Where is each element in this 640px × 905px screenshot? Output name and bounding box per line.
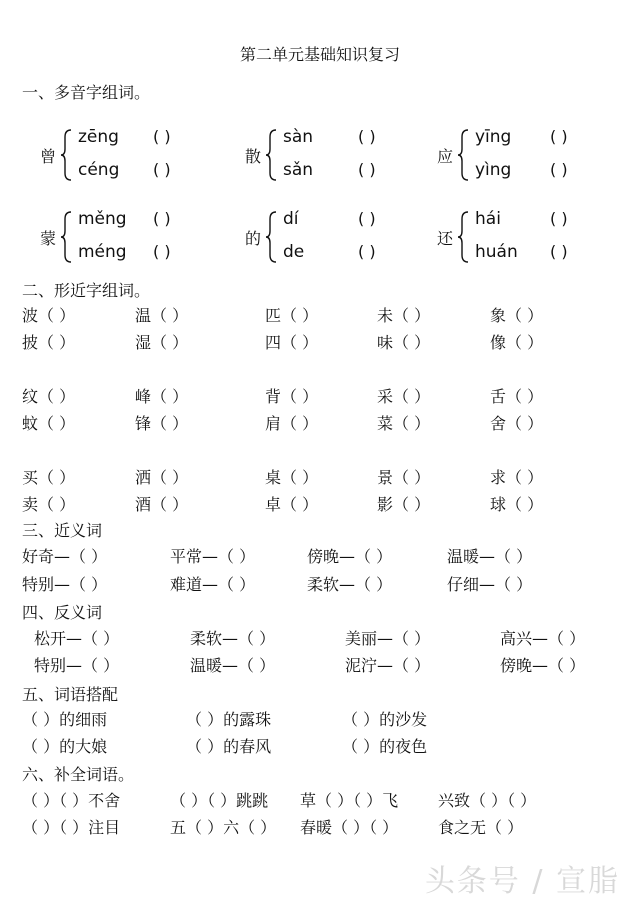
similar-char-item: 肩（ ） [265,414,319,433]
answer-blank: ( ) [153,209,171,228]
similar-char-item: 求（ ） [490,468,544,487]
similar-char-item: 四（ ） [265,333,319,352]
antonym-item: 美丽—（ ） [345,629,431,648]
brace-icon [60,129,72,181]
collocation-item: （ ）的春风 [186,737,272,756]
section-heading-collocations: 五、词语搭配 [22,685,119,704]
collocation-item: （ ）的细雨 [22,710,108,729]
pinyin-reading: hái [475,209,501,229]
answer-blank: ( ) [358,127,376,146]
polyphone-char: 应 [437,147,454,166]
page-title: 第二单元基础知识复习 [239,45,400,64]
synonym-item: 柔软—（ ） [307,575,393,594]
section-heading-antonyms: 四、反义词 [22,603,103,622]
antonym-item: 温暖—（ ） [190,656,276,675]
similar-char-item: 像（ ） [490,333,544,352]
section-heading-synonyms: 三、近义词 [22,521,103,540]
polyphone-char: 蒙 [40,229,57,248]
antonym-item: 柔软—（ ） [190,629,276,648]
answer-blank: ( ) [550,242,568,261]
polyphone-char: 散 [245,147,262,166]
synonym-item: 温暖—（ ） [447,547,533,566]
collocation-item: （ ）的夜色 [342,737,428,756]
antonym-item: 傍晚—（ ） [500,656,586,675]
similar-char-item: 舌（ ） [490,387,544,406]
answer-blank: ( ) [550,127,568,146]
brace-icon [457,211,469,263]
similar-char-item: 采（ ） [377,387,431,406]
similar-char-item: 象（ ） [490,306,544,325]
similar-char-item: 洒（ ） [135,468,189,487]
similar-char-item: 影（ ） [377,495,431,514]
watermark: 头条号 / 宣脂 [424,864,620,899]
idiom-item: 兴致（ ）（ ） [438,791,537,810]
similar-char-item: 桌（ ） [265,468,319,487]
pinyin-reading: méng [78,242,127,262]
polyphone-char: 还 [437,229,454,248]
similar-char-item: 未（ ） [377,306,431,325]
answer-blank: ( ) [153,160,171,179]
section-heading-idioms: 六、补全词语。 [22,765,135,784]
similar-char-item: 味（ ） [377,333,431,352]
brace-icon [265,211,277,263]
similar-char-item: 波（ ） [22,306,76,325]
similar-char-item: 菜（ ） [377,414,431,433]
similar-char-item: 卖（ ） [22,495,76,514]
answer-blank: ( ) [550,209,568,228]
idiom-item: 草（ ）（ ）飞 [300,791,399,810]
collocation-item: （ ）的沙发 [342,710,428,729]
idiom-item: （ ）（ ）不舍 [22,791,121,810]
section-heading-polyphones: 一、多音字组词。 [22,83,151,102]
pinyin-reading: yīng [475,127,512,147]
antonym-item: 泥泞—（ ） [345,656,431,675]
answer-blank: ( ) [358,160,376,179]
pinyin-reading: měng [78,209,127,229]
pinyin-reading: yìng [475,160,512,180]
pinyin-reading: de [283,242,305,262]
synonym-item: 平常—（ ） [170,547,256,566]
similar-char-item: 峰（ ） [135,387,189,406]
brace-icon [457,129,469,181]
similar-char-item: 买（ ） [22,468,76,487]
similar-char-item: 景（ ） [377,468,431,487]
synonym-item: 傍晚—（ ） [307,547,393,566]
similar-char-item: 披（ ） [22,333,76,352]
pinyin-reading: dí [283,209,299,229]
section-heading-similar-chars: 二、形近字组词。 [22,281,151,300]
answer-blank: ( ) [550,160,568,179]
similar-char-item: 锋（ ） [135,414,189,433]
synonym-item: 难道—（ ） [170,575,256,594]
antonym-item: 高兴—（ ） [500,629,586,648]
similar-char-item: 纹（ ） [22,387,76,406]
similar-char-item: 背（ ） [265,387,319,406]
idiom-item: 食之无（ ） [438,818,524,837]
similar-char-item: 舍（ ） [490,414,544,433]
similar-char-item: 卓（ ） [265,495,319,514]
antonym-item: 特别—（ ） [34,656,120,675]
polyphone-char: 曾 [40,147,57,166]
brace-icon [60,211,72,263]
answer-blank: ( ) [358,209,376,228]
similar-char-item: 酒（ ） [135,495,189,514]
pinyin-reading: céng [78,160,120,180]
answer-blank: ( ) [358,242,376,261]
polyphone-char: 的 [245,229,262,248]
pinyin-reading: zēng [78,127,119,147]
collocation-item: （ ）的露珠 [186,710,272,729]
antonym-item: 松开—（ ） [34,629,120,648]
similar-char-item: 蚊（ ） [22,414,76,433]
pinyin-reading: sǎn [283,160,314,180]
idiom-item: 春暖（ ）（ ） [300,818,399,837]
answer-blank: ( ) [153,242,171,261]
similar-char-item: 球（ ） [490,495,544,514]
similar-char-item: 温（ ） [135,306,189,325]
idiom-item: 五（ ）六（ ） [170,818,277,837]
synonym-item: 特别—（ ） [22,575,108,594]
pinyin-reading: sàn [283,127,314,147]
synonym-item: 好奇—（ ） [22,547,108,566]
pinyin-reading: huán [475,242,518,262]
idiom-item: （ ）（ ）注目 [22,818,121,837]
idiom-item: （ ）（ ）跳跳 [170,791,269,810]
answer-blank: ( ) [153,127,171,146]
synonym-item: 仔细—（ ） [447,575,533,594]
collocation-item: （ ）的大娘 [22,737,108,756]
brace-icon [265,129,277,181]
similar-char-item: 匹（ ） [265,306,319,325]
similar-char-item: 湿（ ） [135,333,189,352]
